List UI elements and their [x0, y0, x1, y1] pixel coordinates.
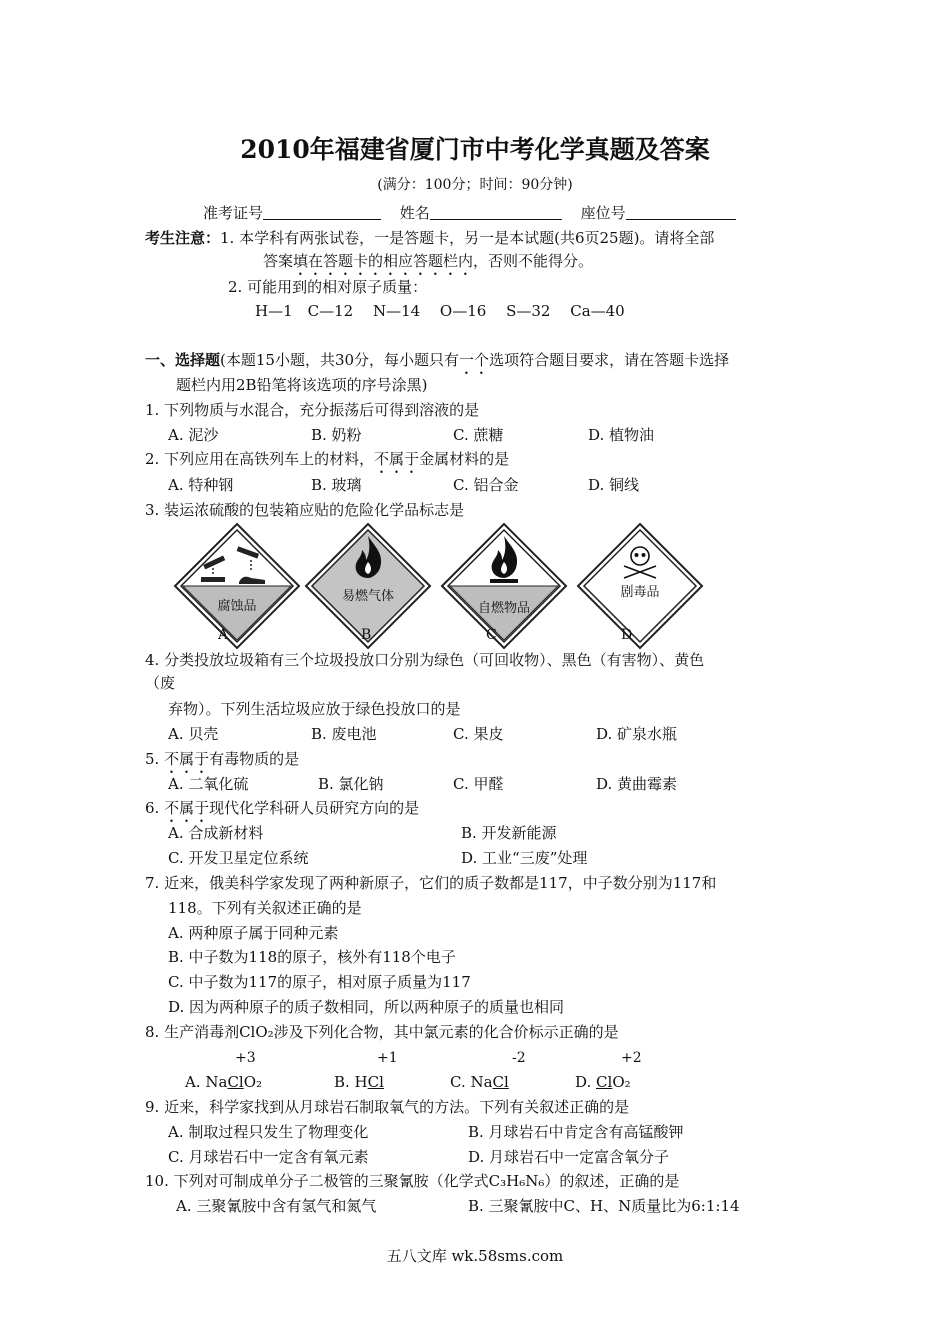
q2-option-c[interactable]: C. 铝合金 [453, 476, 519, 494]
sign-a-text: 腐蚀品 [217, 599, 257, 614]
q7-option-a[interactable]: A. 两种原子属于同种元素 [168, 924, 339, 942]
q10-option-b[interactable]: B. 三聚氰胺中C、H、N质量比为6:1:14 [468, 1197, 740, 1215]
q8-valence-a: +3 [235, 1050, 256, 1066]
q4-option-a[interactable]: A. 贝壳 [168, 725, 219, 743]
q5-stem-c: 有毒物质的是 [209, 750, 300, 768]
q7-option-d[interactable]: D. 因为两种原子的质子数相同，所以两种原子的质量也相同 [168, 998, 565, 1016]
q6-option-c[interactable]: C. 开发卫星定位系统 [168, 849, 309, 867]
q9-stem: 9. 近来，科学家找到从月球岩石制取氧气的方法。下列有关叙述正确的是 [145, 1098, 630, 1116]
notice-line-1 [145, 228, 714, 248]
q1-option-c[interactable]: C. 蔗糖 [453, 426, 504, 444]
q8-valence-d: +2 [621, 1050, 642, 1066]
q9-option-d[interactable]: D. 月球岩石中一定富含氧分子 [468, 1148, 670, 1166]
exam-number-label: 准考证号 [203, 204, 264, 222]
notice-text-2a: 答案 [263, 252, 294, 270]
q5-stem-b: 不属于 [164, 750, 210, 768]
seat-number-blank[interactable] [626, 203, 736, 220]
q7-option-b[interactable]: B. 中子数为118的原子，核外有118个电子 [168, 948, 456, 966]
q8-a-suffix: O₂ [243, 1073, 263, 1091]
q5-option-d[interactable]: D. 黄曲霉素 [596, 775, 678, 793]
sign-a-letter: A [218, 627, 229, 643]
notice-label: 考生注意： [145, 229, 221, 247]
section-desc-2: 题栏内用2B铅笔将该选项的序号涂黑) [176, 376, 428, 394]
q5-option-b[interactable]: B. 氯化钠 [318, 775, 384, 793]
sign-b-text: 易燃气体 [341, 589, 395, 604]
q4-option-d[interactable]: D. 矿泉水瓶 [596, 725, 678, 743]
q1-option-d[interactable]: D. 植物油 [588, 426, 655, 444]
q10-option-a[interactable]: A. 三聚氰胺中含有氢气和氮气 [176, 1197, 377, 1215]
q4-option-b[interactable]: B. 废电池 [311, 725, 377, 743]
q8-option-b[interactable] [334, 1072, 384, 1092]
q4-stem-2: （废 [145, 674, 176, 692]
sign-d-letter: D [621, 627, 633, 643]
notice-text-2b: 填在答题卡的相应答题栏内 [293, 252, 474, 270]
q5-stem [145, 749, 299, 777]
atomic-masses: H—1 C—12 N—14 O—16 S—32 Ca—40 [255, 302, 625, 320]
toxic-sign[interactable] [576, 522, 704, 650]
q6-option-d[interactable]: D. 工业“三废”处理 [461, 849, 588, 867]
q2-stem-c: 金属材料的是 [419, 450, 510, 468]
section-title: 一、选择题 [145, 351, 221, 369]
q6-option-a[interactable]: A. 合成新材料 [168, 824, 264, 842]
q8-c-element: Cl [492, 1073, 509, 1091]
q8-stem: 8. 生产消毒剂ClO₂涉及下列化合物，其中氯元素的化合价标示正确的是 [145, 1023, 619, 1041]
section-desc-c: 选项符合题目要求，请在答题卡选择 [489, 351, 730, 369]
sign-b-letter: B [361, 627, 372, 643]
q8-d-prefix: D. [575, 1073, 597, 1091]
notice-text-2c: ，否则不能得分。 [473, 252, 594, 270]
name-blank[interactable] [430, 203, 562, 220]
q9-option-b[interactable]: B. 月球岩石中肯定含有高锰酸钾 [468, 1123, 684, 1141]
q8-valence-c: -2 [512, 1050, 526, 1066]
q9-option-c[interactable]: C. 月球岩石中一定含有氧元素 [168, 1148, 369, 1166]
q8-option-a[interactable] [185, 1072, 262, 1092]
q1-option-b[interactable]: B. 奶粉 [311, 426, 362, 444]
q2-stem [145, 449, 509, 477]
sign-c-letter: C [486, 627, 497, 643]
q8-option-d[interactable] [575, 1072, 631, 1092]
q7-option-c[interactable]: C. 中子数为117的原子，相对原子质量为117 [168, 973, 471, 991]
q8-b-prefix: B. H [334, 1073, 368, 1091]
q4-stem-3: 弃物）。下列生活垃圾应放于绿色投放口的是 [168, 700, 461, 718]
q2-stem-b: 不属于 [374, 450, 420, 468]
q5-option-c[interactable]: C. 甲醛 [453, 775, 504, 793]
q7-stem-1: 7. 近来，俄美科学家发现了两种新原子，它们的质子数都是117，中子数分别为117和 [145, 874, 717, 892]
page-title: 2010年福建省厦门市中考化学真题及答案 [240, 135, 710, 164]
q6-stem [145, 798, 419, 826]
q5-number: 5. [145, 750, 165, 768]
seat-number-label: 座位号 [580, 204, 626, 222]
q9-option-a[interactable]: A. 制取过程只发生了物理变化 [168, 1123, 369, 1141]
section-desc-b: 一个 [459, 351, 490, 369]
sign-d-text: 剧毒品 [620, 585, 660, 600]
q8-a-prefix: A. Na [185, 1073, 228, 1091]
q6-option-b[interactable]: B. 开发新能源 [461, 824, 557, 842]
name-label: 姓名 [399, 204, 430, 222]
q2-stem-a: 2. 下列应用在高铁列车上的材料， [145, 450, 375, 468]
q8-d-suffix: O₂ [612, 1073, 631, 1091]
q8-option-c[interactable] [450, 1072, 509, 1092]
exam-number-blank[interactable] [263, 203, 381, 220]
q6-stem-b: 不属于 [164, 799, 210, 817]
corrosive-sign[interactable] [173, 522, 301, 650]
section-heading [145, 350, 729, 378]
page-footer: 五八文库 wk.58sms.com [386, 1247, 564, 1265]
q8-valence-b: +1 [377, 1050, 398, 1066]
candidate-fields [203, 203, 736, 223]
q2-option-a[interactable]: A. 特种钢 [168, 476, 234, 494]
q1-option-a[interactable]: A. 泥沙 [168, 426, 219, 444]
spontaneous-combustion-sign[interactable] [440, 522, 568, 650]
q4-option-c[interactable]: C. 果皮 [453, 725, 504, 743]
section-desc-a: (本题15小题，共30分，每小题只有 [220, 351, 460, 369]
q8-c-prefix: C. Na [450, 1073, 493, 1091]
q2-option-b[interactable]: B. 玻璃 [311, 476, 362, 494]
q6-number: 6. [145, 799, 165, 817]
q10-stem: 10. 下列对可制成单分子二极管的三聚氰胺（化学式C₃H₆N₆）的叙述，正确的是 [145, 1172, 680, 1190]
notice-line-3: 2. 可能用到的相对原子质量： [228, 278, 428, 296]
notice-line-2 [263, 251, 593, 279]
q6-stem-c: 现代化学科研人员研究方向的是 [209, 799, 420, 817]
q8-a-element: Cl [227, 1073, 244, 1091]
q5-option-a[interactable]: A. 二氧化硫 [168, 775, 249, 793]
sign-c-text: 自燃物品 [477, 601, 531, 616]
q3-stem: 3. 装运浓硫酸的包装箱应贴的危险化学品标志是 [145, 501, 465, 519]
q8-d-element: Cl [596, 1073, 613, 1091]
q7-stem-2: 118。下列有关叙述正确的是 [168, 899, 362, 917]
q2-option-d[interactable]: D. 铜线 [588, 476, 640, 494]
q8-b-element: Cl [367, 1073, 384, 1091]
notice-text-1: 1. 本学科有两张试卷，一是答题卡，另一是本试题(共6页25题)。请将全部 [220, 229, 715, 247]
q1-stem: 1. 下列物质与水混合，充分振荡后可得到溶液的是 [145, 401, 480, 419]
q4-stem-1: 4. 分类投放垃圾箱有三个垃圾投放口分别为绿色（可回收物）、黑色（有害物）、黄色 [145, 651, 705, 669]
exam-info: (满分：100分；时间：90分钟) [377, 177, 573, 193]
